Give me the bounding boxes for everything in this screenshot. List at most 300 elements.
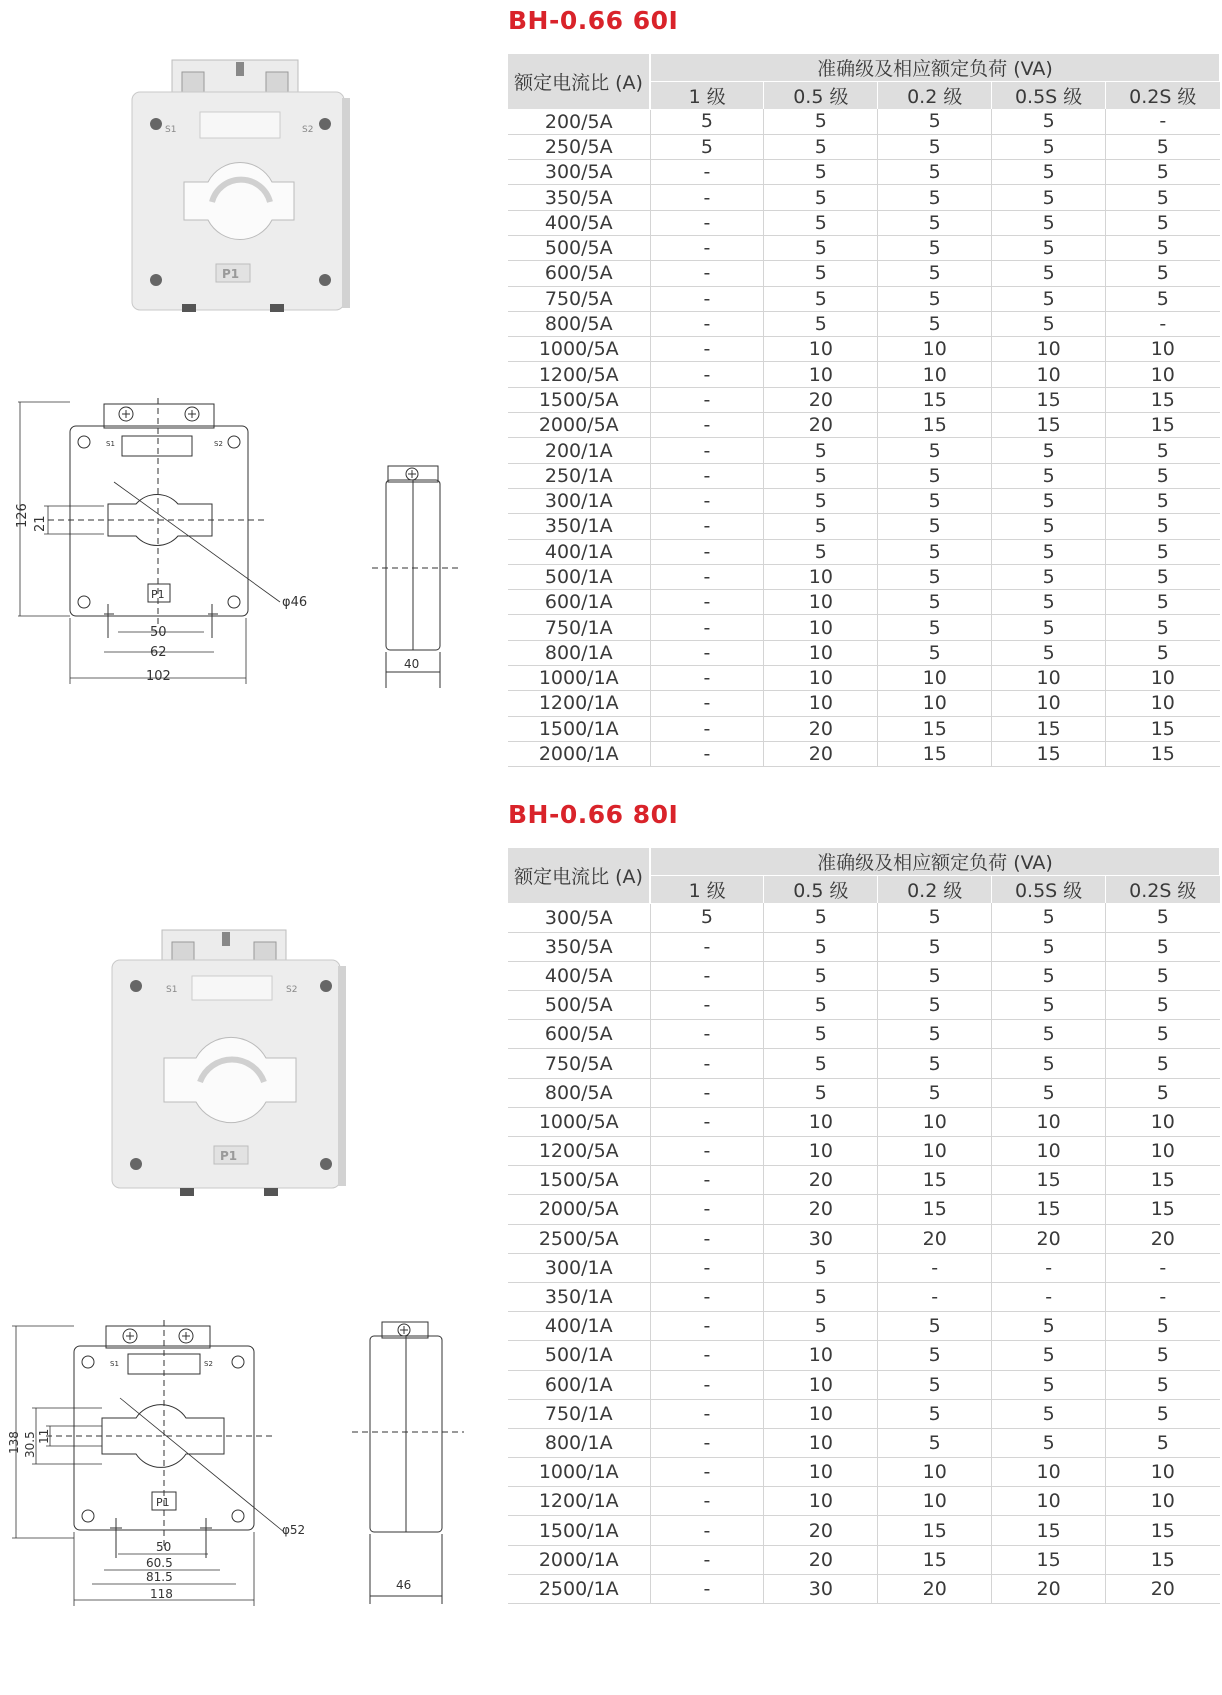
burden-cell: 5 [1106, 961, 1220, 990]
burden-cell: - [650, 1166, 764, 1195]
burden-cell: 5 [992, 1049, 1106, 1078]
burden-cell: 5 [1106, 160, 1220, 185]
burden-cell: 5 [1106, 539, 1220, 564]
burden-cell: - [650, 337, 764, 362]
burden-cell: - [650, 1341, 764, 1370]
burden-cell: 15 [878, 1545, 992, 1574]
burden-cell: 5 [992, 1370, 1106, 1399]
burden-cell: 5 [1106, 903, 1220, 932]
header-class: 0.2 级 [878, 876, 992, 904]
burden-cell: 5 [878, 1341, 992, 1370]
burden-cell: 10 [764, 564, 878, 589]
burden-cell: 20 [764, 413, 878, 438]
dim-height: 138 [7, 1431, 21, 1454]
label-s2: S2 [204, 1360, 213, 1368]
burden-cell: 5 [992, 1020, 1106, 1049]
dimension-drawing-side-60i [372, 458, 472, 700]
label-s1: S1 [110, 1360, 119, 1368]
dim-depth: 40 [404, 657, 420, 671]
product-photo-60i [120, 52, 360, 324]
header-class: 0.2 级 [878, 82, 992, 110]
burden-cell: 5 [650, 109, 764, 134]
burden-cell: - [650, 413, 764, 438]
current-ratio-cell: 350/1A [508, 1282, 650, 1311]
dim-outer-width: 118 [150, 1587, 173, 1601]
burden-cell: - [650, 160, 764, 185]
burden-cell: 5 [992, 590, 1106, 615]
burden-cell: 5 [992, 1341, 1106, 1370]
section-title-80i: BH-0.66 80I [508, 800, 679, 829]
table-row [508, 1282, 1220, 1311]
burden-cell: - [992, 1282, 1106, 1311]
table-row [508, 1224, 1220, 1253]
table-row [508, 1253, 1220, 1282]
burden-cell: 5 [878, 160, 992, 185]
burden-cell: - [650, 1516, 764, 1545]
burden-cell: 10 [764, 362, 878, 387]
current-ratio-cell: 400/1A [508, 539, 650, 564]
burden-cell: - [650, 463, 764, 488]
burden-cell: 5 [878, 961, 992, 990]
burden-cell: 10 [764, 337, 878, 362]
burden-cell: - [650, 1224, 764, 1253]
burden-cell: 10 [1106, 1137, 1220, 1166]
burden-cell: 10 [764, 1137, 878, 1166]
header-class: 0.2S 级 [1106, 82, 1220, 110]
burden-cell: 15 [992, 716, 1106, 741]
burden-cell: 5 [1106, 991, 1220, 1020]
table-row [508, 1370, 1220, 1399]
current-ratio-cell: 300/5A [508, 903, 650, 932]
label-p1: P1 [151, 588, 165, 601]
burden-cell: 20 [1106, 1224, 1220, 1253]
table-row [508, 991, 1220, 1020]
current-ratio-cell: 350/1A [508, 514, 650, 539]
current-ratio-cell: 250/1A [508, 463, 650, 488]
burden-cell: 5 [992, 235, 1106, 260]
current-ratio-cell: 400/5A [508, 210, 650, 235]
burden-cell: - [650, 1195, 764, 1224]
burden-cell: 5 [992, 991, 1106, 1020]
burden-cell: 20 [764, 741, 878, 766]
current-ratio-cell: 750/5A [508, 1049, 650, 1078]
dim-outer-width: 102 [146, 669, 171, 684]
burden-cell: - [650, 691, 764, 716]
burden-cell: - [650, 1399, 764, 1428]
dim-mid-width: 60.5 [146, 1556, 173, 1570]
burden-cell: 5 [1106, 438, 1220, 463]
burden-cell: 10 [764, 1399, 878, 1428]
current-ratio-cell: 1500/5A [508, 387, 650, 412]
burden-cell: 5 [992, 160, 1106, 185]
section-title-60i: BH-0.66 60I [508, 6, 679, 35]
current-ratio-cell: 350/5A [508, 932, 650, 961]
burden-cell: - [650, 741, 764, 766]
header-class: 0.5S 级 [992, 876, 1106, 904]
table-row [508, 1107, 1220, 1136]
burden-cell: 5 [878, 514, 992, 539]
burden-cell: - [650, 1370, 764, 1399]
burden-cell: 5 [1106, 286, 1220, 311]
burden-cell: 5 [992, 311, 1106, 336]
burden-cell: 15 [992, 387, 1106, 412]
table-row [508, 1341, 1220, 1370]
burden-cell: 5 [1106, 488, 1220, 513]
dimension-drawing-front-60i [15, 396, 338, 708]
burden-cell: 15 [878, 1195, 992, 1224]
burden-cell: 5 [992, 1428, 1106, 1457]
dimension-drawing-front-80i [6, 1318, 336, 1618]
burden-cell: 15 [992, 413, 1106, 438]
burden-cell: 10 [878, 1487, 992, 1516]
dim-depth: 46 [396, 1578, 412, 1592]
burden-cell: 10 [764, 1341, 878, 1370]
burden-cell: 5 [650, 134, 764, 159]
current-ratio-cell: 500/1A [508, 564, 650, 589]
burden-cell: 5 [992, 564, 1106, 589]
current-ratio-cell: 1500/1A [508, 716, 650, 741]
burden-cell: - [650, 1312, 764, 1341]
burden-cell: 5 [878, 463, 992, 488]
dim-offset: 21 [33, 515, 48, 532]
burden-cell: 5 [764, 109, 878, 134]
svg-text:P1: P1 [220, 1149, 238, 1163]
table-row [508, 488, 1220, 513]
burden-cell: - [650, 1137, 764, 1166]
dim-mid-width: 62 [150, 645, 167, 660]
current-ratio-cell: 2000/5A [508, 1195, 650, 1224]
burden-cell: 5 [992, 185, 1106, 210]
table-row [508, 1049, 1220, 1078]
burden-cell: 5 [878, 109, 992, 134]
burden-cell: 5 [1106, 1428, 1220, 1457]
burden-cell: 5 [878, 1049, 992, 1078]
dim-diameter: φ46 [282, 595, 308, 610]
table-row [508, 210, 1220, 235]
table-row [508, 961, 1220, 990]
burden-cell: - [650, 961, 764, 990]
table-row [508, 1428, 1220, 1457]
current-ratio-cell: 800/5A [508, 311, 650, 336]
burden-cell: 5 [878, 311, 992, 336]
label-s2: S2 [214, 440, 223, 448]
table-row [508, 932, 1220, 961]
burden-cell: 5 [992, 463, 1106, 488]
spec-table-60i [508, 54, 1220, 767]
burden-cell: 20 [878, 1224, 992, 1253]
table-row [508, 539, 1220, 564]
burden-cell: 10 [1106, 666, 1220, 691]
burden-cell: - [650, 1574, 764, 1603]
dimension-drawing-side-80i [352, 1314, 472, 1616]
table-row [508, 716, 1220, 741]
burden-cell: - [1106, 1253, 1220, 1282]
table-row [508, 691, 1220, 716]
burden-cell: 20 [992, 1574, 1106, 1603]
burden-cell: 5 [764, 463, 878, 488]
burden-cell: 5 [992, 961, 1106, 990]
burden-cell: 5 [992, 932, 1106, 961]
burden-cell: 5 [878, 1399, 992, 1428]
burden-cell: - [878, 1253, 992, 1282]
burden-cell: - [992, 1253, 1106, 1282]
burden-cell: 5 [992, 903, 1106, 932]
burden-cell: 5 [992, 1312, 1106, 1341]
burden-cell: 10 [1106, 362, 1220, 387]
table-row [508, 387, 1220, 412]
burden-cell: - [650, 362, 764, 387]
burden-cell: 20 [764, 716, 878, 741]
current-ratio-cell: 2000/1A [508, 741, 650, 766]
burden-cell: - [650, 185, 764, 210]
burden-cell: 15 [878, 1166, 992, 1195]
burden-cell: 5 [992, 1078, 1106, 1107]
burden-cell: 10 [992, 1458, 1106, 1487]
header-class: 0.2S 级 [1106, 876, 1220, 904]
current-ratio-cell: 1200/5A [508, 1137, 650, 1166]
burden-cell: 5 [992, 286, 1106, 311]
current-ratio-cell: 600/5A [508, 1020, 650, 1049]
burden-cell: 5 [1106, 640, 1220, 665]
burden-cell: 20 [764, 1166, 878, 1195]
burden-cell: - [650, 640, 764, 665]
current-ratio-cell: 1200/1A [508, 1487, 650, 1516]
table-row [508, 337, 1220, 362]
current-ratio-cell: 250/5A [508, 134, 650, 159]
current-ratio-cell: 1500/1A [508, 1516, 650, 1545]
current-ratio-cell: 2000/1A [508, 1545, 650, 1574]
burden-cell: 10 [764, 1107, 878, 1136]
dim-offset-outer: 30.5 [23, 1431, 37, 1458]
burden-cell: 5 [1106, 564, 1220, 589]
header-accuracy-group: 准确级及相应额定负荷 (VA) [650, 54, 1220, 82]
burden-cell: 5 [992, 109, 1106, 134]
svg-text:S2: S2 [286, 985, 298, 995]
burden-cell: 10 [1106, 1458, 1220, 1487]
burden-cell: 10 [764, 1428, 878, 1457]
burden-cell: 5 [764, 1078, 878, 1107]
burden-cell: 10 [992, 1137, 1106, 1166]
dim-inner-width: 50 [156, 1540, 172, 1554]
burden-cell: 15 [878, 387, 992, 412]
table-row [508, 741, 1220, 766]
header-class: 0.5 级 [764, 82, 878, 110]
table-row [508, 1458, 1220, 1487]
table-row [508, 514, 1220, 539]
burden-cell: 15 [992, 1166, 1106, 1195]
table-row [508, 903, 1220, 932]
burden-cell: 15 [1106, 1166, 1220, 1195]
burden-cell: 5 [764, 210, 878, 235]
burden-cell: 5 [878, 438, 992, 463]
current-ratio-cell: 800/5A [508, 1078, 650, 1107]
burden-cell: 20 [992, 1224, 1106, 1253]
burden-cell: 5 [992, 615, 1106, 640]
table-row [508, 438, 1220, 463]
burden-cell: 15 [1106, 1516, 1220, 1545]
burden-cell: 5 [878, 564, 992, 589]
burden-cell: 5 [992, 210, 1106, 235]
current-ratio-cell: 1000/1A [508, 666, 650, 691]
burden-cell: 5 [1106, 463, 1220, 488]
burden-cell: 20 [764, 1195, 878, 1224]
burden-cell: 5 [1106, 932, 1220, 961]
burden-cell: 15 [1106, 741, 1220, 766]
burden-cell: 5 [1106, 1049, 1220, 1078]
table-row [508, 1137, 1220, 1166]
burden-cell: 5 [878, 1078, 992, 1107]
burden-cell: - [650, 590, 764, 615]
burden-cell: - [650, 1020, 764, 1049]
header-class: 0.5 级 [764, 876, 878, 904]
burden-cell: - [1106, 109, 1220, 134]
burden-cell: 5 [764, 1282, 878, 1311]
current-ratio-cell: 750/5A [508, 286, 650, 311]
burden-cell: 10 [764, 640, 878, 665]
burden-cell: 10 [878, 337, 992, 362]
current-ratio-cell: 1000/1A [508, 1458, 650, 1487]
burden-cell: 5 [992, 488, 1106, 513]
burden-cell: 10 [992, 1487, 1106, 1516]
burden-cell: 10 [764, 666, 878, 691]
burden-cell: - [650, 1487, 764, 1516]
table-row [508, 1399, 1220, 1428]
burden-cell: 10 [992, 666, 1106, 691]
burden-cell: - [650, 1458, 764, 1487]
label-p1: P1 [156, 1496, 170, 1509]
burden-cell: - [650, 438, 764, 463]
burden-cell: 5 [764, 514, 878, 539]
table-row [508, 1545, 1220, 1574]
burden-cell: 5 [764, 539, 878, 564]
burden-cell: 5 [764, 286, 878, 311]
table-row [508, 1312, 1220, 1341]
burden-cell: - [650, 286, 764, 311]
table-row [508, 1078, 1220, 1107]
burden-cell: 5 [764, 991, 878, 1020]
current-ratio-cell: 500/1A [508, 1341, 650, 1370]
burden-cell: 5 [878, 210, 992, 235]
header-ratio: 额定电流比 (A) [508, 54, 650, 109]
table-row [508, 1195, 1220, 1224]
label-s1: S1 [106, 440, 115, 448]
burden-cell: - [650, 666, 764, 691]
burden-cell: 20 [764, 387, 878, 412]
burden-cell: 15 [1106, 1545, 1220, 1574]
current-ratio-cell: 2000/5A [508, 413, 650, 438]
current-ratio-cell: 350/5A [508, 185, 650, 210]
burden-cell: - [650, 1428, 764, 1457]
burden-cell: 15 [878, 1516, 992, 1545]
table-row [508, 362, 1220, 387]
product-photo-80i [104, 926, 354, 1198]
burden-cell: 10 [992, 1107, 1106, 1136]
burden-cell: 10 [992, 337, 1106, 362]
current-ratio-cell: 1000/5A [508, 1107, 650, 1136]
burden-cell: - [650, 210, 764, 235]
burden-cell: - [650, 932, 764, 961]
header-class: 0.5S 级 [992, 82, 1106, 110]
burden-cell: 5 [992, 438, 1106, 463]
table-row [508, 1020, 1220, 1049]
burden-cell: 5 [764, 185, 878, 210]
burden-cell: 10 [878, 362, 992, 387]
burden-cell: 5 [878, 615, 992, 640]
burden-cell: 5 [764, 932, 878, 961]
burden-cell: 15 [992, 741, 1106, 766]
header-ratio: 额定电流比 (A) [508, 848, 650, 903]
current-ratio-cell: 800/1A [508, 1428, 650, 1457]
burden-cell: - [1106, 1282, 1220, 1311]
burden-cell: 15 [878, 413, 992, 438]
current-ratio-cell: 750/1A [508, 615, 650, 640]
burden-cell: 5 [878, 1020, 992, 1049]
dim-height: 126 [15, 503, 30, 528]
burden-cell: 10 [878, 1458, 992, 1487]
burden-cell: - [650, 235, 764, 260]
burden-cell: - [650, 1049, 764, 1078]
burden-cell: 10 [878, 1107, 992, 1136]
dim-offset-inner: 11 [37, 1428, 51, 1444]
current-ratio-cell: 2500/5A [508, 1224, 650, 1253]
burden-cell: 5 [764, 1020, 878, 1049]
burden-cell: - [650, 1107, 764, 1136]
burden-cell: 5 [878, 991, 992, 1020]
burden-cell: 30 [764, 1574, 878, 1603]
burden-cell: 10 [1106, 1487, 1220, 1516]
header-class: 1 级 [650, 82, 764, 110]
burden-cell: 10 [878, 1137, 992, 1166]
burden-cell: 15 [878, 741, 992, 766]
current-ratio-cell: 300/1A [508, 488, 650, 513]
table-row [508, 1574, 1220, 1603]
burden-cell: 5 [878, 640, 992, 665]
current-ratio-cell: 1200/1A [508, 691, 650, 716]
burden-cell: 5 [1106, 514, 1220, 539]
burden-cell: 5 [764, 1049, 878, 1078]
table-row [508, 666, 1220, 691]
burden-cell: 10 [992, 362, 1106, 387]
burden-cell: 10 [764, 1487, 878, 1516]
burden-cell: 5 [992, 134, 1106, 159]
burden-cell: 10 [1106, 1107, 1220, 1136]
burden-cell: 5 [1106, 261, 1220, 286]
burden-cell: 15 [992, 1516, 1106, 1545]
current-ratio-cell: 1000/5A [508, 337, 650, 362]
table-row [508, 1166, 1220, 1195]
burden-cell: 10 [764, 615, 878, 640]
burden-cell: 15 [1106, 1195, 1220, 1224]
burden-cell: - [650, 311, 764, 336]
burden-cell: - [650, 1545, 764, 1574]
table-row [508, 463, 1220, 488]
burden-cell: 5 [992, 1399, 1106, 1428]
burden-cell: 15 [992, 1545, 1106, 1574]
header-class: 1 级 [650, 876, 764, 904]
burden-cell: 10 [992, 691, 1106, 716]
burden-cell: 5 [650, 903, 764, 932]
burden-cell: 5 [992, 640, 1106, 665]
burden-cell: 15 [1106, 413, 1220, 438]
burden-cell: - [650, 1078, 764, 1107]
burden-cell: - [650, 488, 764, 513]
burden-cell: 5 [878, 1312, 992, 1341]
dim-mid2-width: 81.5 [146, 1570, 173, 1584]
table-row [508, 134, 1220, 159]
burden-cell: - [650, 1253, 764, 1282]
burden-cell: 5 [878, 185, 992, 210]
table-row [508, 286, 1220, 311]
